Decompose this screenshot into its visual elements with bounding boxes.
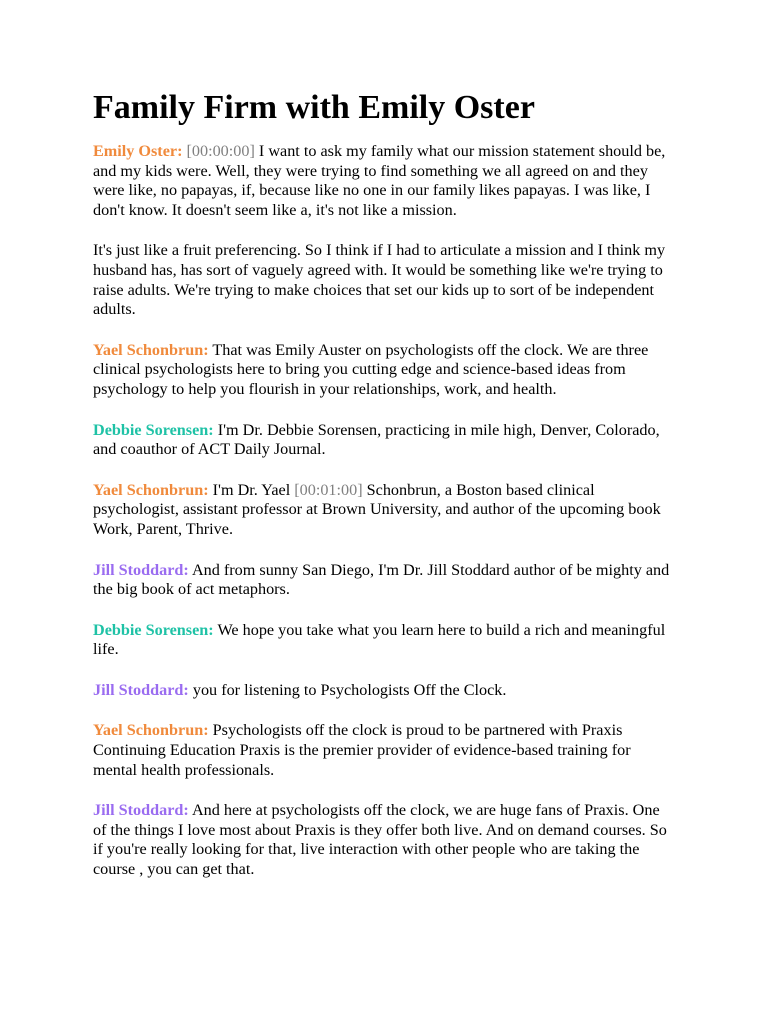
transcript-entry xyxy=(93,561,676,600)
transcript-entry xyxy=(93,241,676,319)
speaker-name: Yael Schonbrun: xyxy=(93,721,209,740)
timestamp: [00:00:00] xyxy=(186,142,255,160)
utterance-text: We hope you take what you learn here to build a rich and meaningful life. xyxy=(93,620,666,659)
transcript-entry xyxy=(93,681,676,701)
utterance-text: I'm Dr. Debbie Sorensen, practicing in mile high, Denver, Colorado, and coauthor of ACT Daily Journal. xyxy=(93,420,660,459)
speaker-name: Jill Stoddard: xyxy=(93,801,189,820)
utterance-text: That was Emily Auster on psychologists off the clock. We are three clinical psychologists here to bring you cutting edge and science-based ideas from psychology to help you flourish in your relationships, work, and health. xyxy=(93,340,649,398)
speaker-name: Yael Schonbrun: xyxy=(93,480,209,499)
speaker-name: Jill Stoddard: xyxy=(93,560,189,579)
transcript-entry xyxy=(93,421,676,460)
utterance-text: Schonbrun, a Boston based clinical psychologist, assistant professor at Brown University, and author of the upcoming book Work, Parent, Thrive. xyxy=(93,480,661,538)
transcript-entry xyxy=(93,481,676,540)
utterance-text: you for listening to Psychologists Off the Clock. xyxy=(192,680,507,699)
utterance-text: I want to ask my family what our mission statement should be, and my kids were. Well, they were trying to find something we all agreed on and they were like, no papayas, if, because like no one in our family likes papayas. I was like, I don't know. It doesn't seem like a, it's not like a mission. xyxy=(93,142,666,219)
transcript-entry xyxy=(93,721,676,780)
utterance-text: And from sunny San Diego, I'm Dr. Jill Stoddard author of be mighty and the big book of act metaphors. xyxy=(93,560,670,599)
speaker-name: Debbie Sorensen: xyxy=(93,420,214,439)
transcript-entry xyxy=(93,621,676,660)
speaker-name: Emily Oster: xyxy=(93,142,183,160)
utterance-text: Psychologists off the clock is proud to be partnered with Praxis Continuing Education Praxis is the premier provider of evidence-based training for mental health professionals. xyxy=(93,721,631,779)
speaker-name: Debbie Sorensen: xyxy=(93,620,214,639)
transcript-body xyxy=(93,142,676,880)
timestamp: [00:01:00] xyxy=(294,480,363,499)
utterance-text: I'm Dr. Yael xyxy=(212,480,295,499)
transcript-entry xyxy=(93,341,676,400)
transcript-entry xyxy=(93,142,676,220)
utterance-text: And here at psychologists off the clock, we are huge fans of Praxis. One of the things I love most about Praxis is they offer both live. And on demand courses. So if you're really looking for that, live interaction with other people who are taking the course , you can get that. xyxy=(93,801,667,879)
transcript-entry xyxy=(93,801,676,879)
speaker-name: Yael Schonbrun: xyxy=(93,340,209,359)
speaker-name: Jill Stoddard: xyxy=(93,680,189,699)
page-title: Family Firm with Emily Oster xyxy=(93,89,535,126)
utterance-text: It's just like a fruit preferencing. So I think if I had to articulate a mission and I think my husband has, has sort of vaguely agreed with. It would be something like we're trying to raise adults. We're trying to make choices that set our kids up to sort of be independent adults. xyxy=(93,241,666,319)
